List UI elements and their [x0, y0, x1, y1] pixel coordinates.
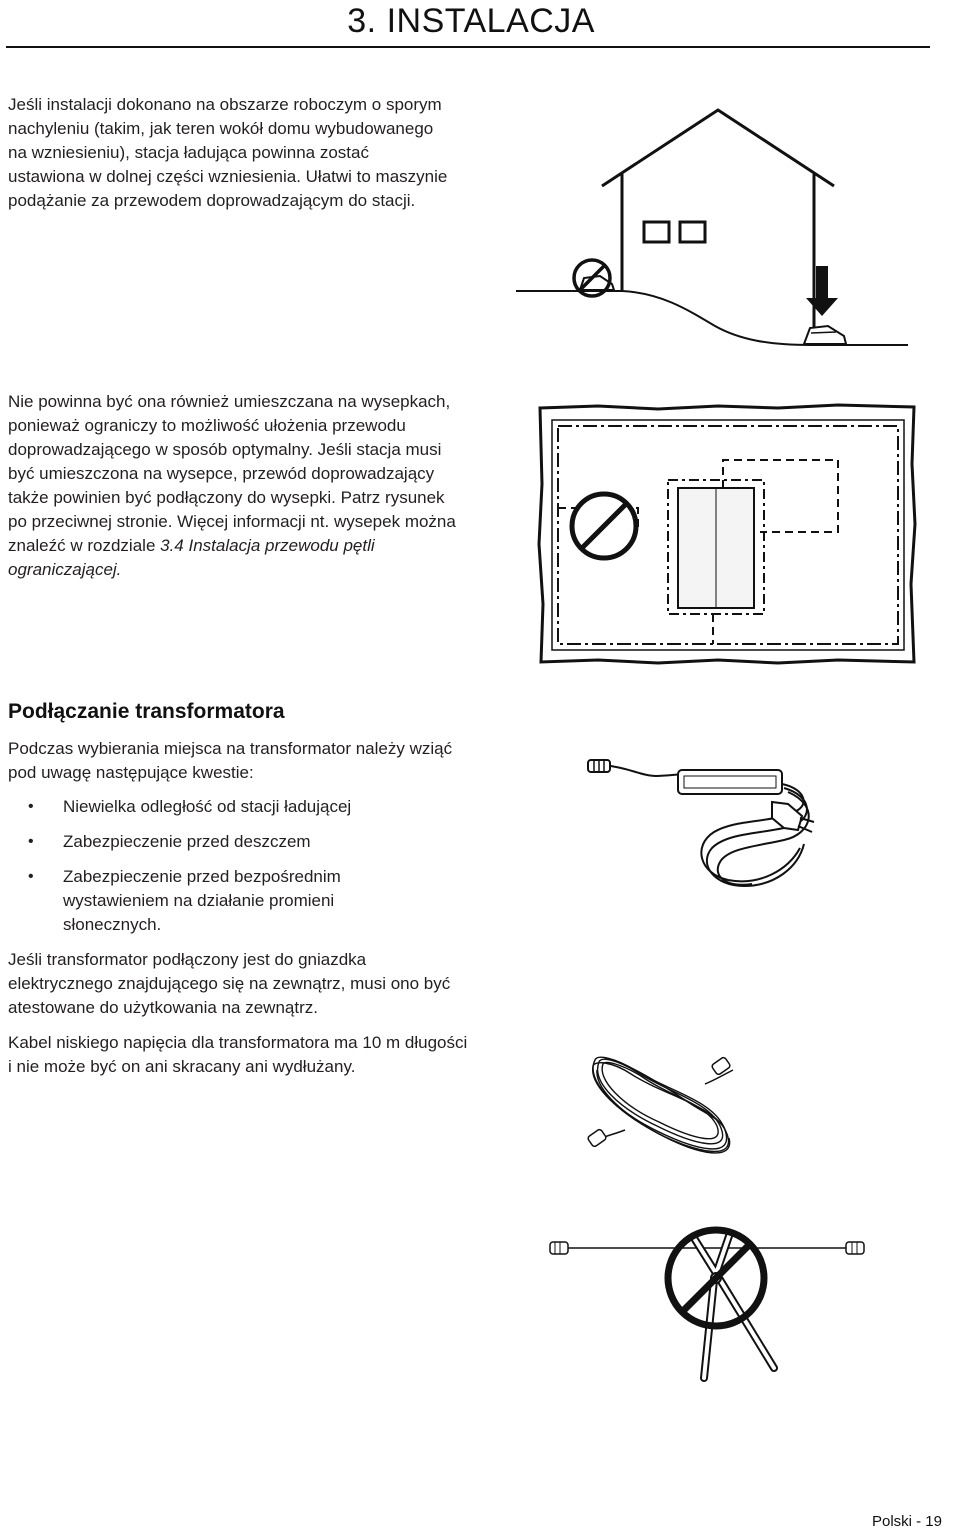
island-paragraph [8, 390, 468, 582]
list-item [8, 795, 428, 819]
outdoor-socket-note: Jeśli transformator podłączony jest do gniazdka elektrycznego znajdującego się na zewnątrz, musi ono być atestowane do użytkowania na zewnątrz. [8, 950, 451, 1017]
down-arrow-icon [806, 266, 838, 316]
cable-length-note: Kabel niskiego napięcia dla transformatora ma 10 m długości i nie może być on ani skracany ani wydłużany. [8, 1033, 468, 1076]
page-number: Polski - 19 [871, 1513, 942, 1530]
house-slope-illustration [510, 108, 910, 353]
island-paragraph-text: Nie powinna być ona również umieszczana na wysepkach, ponieważ ograniczy to możliwość ułożenia przewodu doprowadzającego w sposób optymalny. Jeśli stacja musi być umieszczona na wysepce, przewód doprowadzający także powinien być podłączony do wysepki. Patrz rysunek po przeciwnej stronie. Więcej informacji nt. wysepek można znaleźć w rozdziale [8, 392, 456, 555]
bullet-symbol: • [28, 798, 34, 815]
cable-cutting-prohibited-illustration [544, 1218, 880, 1388]
header-rule [6, 46, 930, 48]
island-illustration [538, 404, 918, 666]
slope-paragraph: Jeśli instalacji dokonano na obszarze roboczym o sporym nachyleniu (takim, jak teren wokół domu wybudowanego na wzniesieniu), stacja ładująca powinna zostać ustawiona w dolnej części wzniesienia. Ułatwi to maszynie podążanie za przewodem doprowadzającym do stacji. [8, 95, 448, 210]
prohibited-icon [668, 1230, 764, 1326]
bullet-symbol: • [28, 833, 34, 850]
island-paragraph-reference: 3.4 Instalacja przewodu pętli ograniczającej. [8, 536, 375, 579]
page-title-text: 3. INSTALACJA [347, 2, 595, 40]
list-item [8, 830, 428, 854]
bullet-symbol: • [28, 868, 34, 885]
transformer-illustration [588, 752, 828, 892]
prohibited-icon [572, 494, 636, 558]
list-item-text: Zabezpieczenie przed deszczem [63, 832, 311, 851]
transformer-criteria-list [8, 795, 428, 948]
list-item-text: Niewielka odległość od stacji ładującej [63, 797, 352, 816]
transformer-intro: Podczas wybierania miejsca na transformator należy wziąć pod uwagę następujące kwestie: [8, 739, 453, 782]
coiled-cable-illustration [585, 1050, 745, 1170]
page-title [347, 2, 595, 41]
list-item-text: Zabezpieczenie przed bezpośrednim wystawieniem na działanie promieni słonecznych. [63, 867, 341, 934]
transformer-heading: Podłączanie transformatora [8, 700, 285, 723]
list-item [8, 865, 428, 937]
